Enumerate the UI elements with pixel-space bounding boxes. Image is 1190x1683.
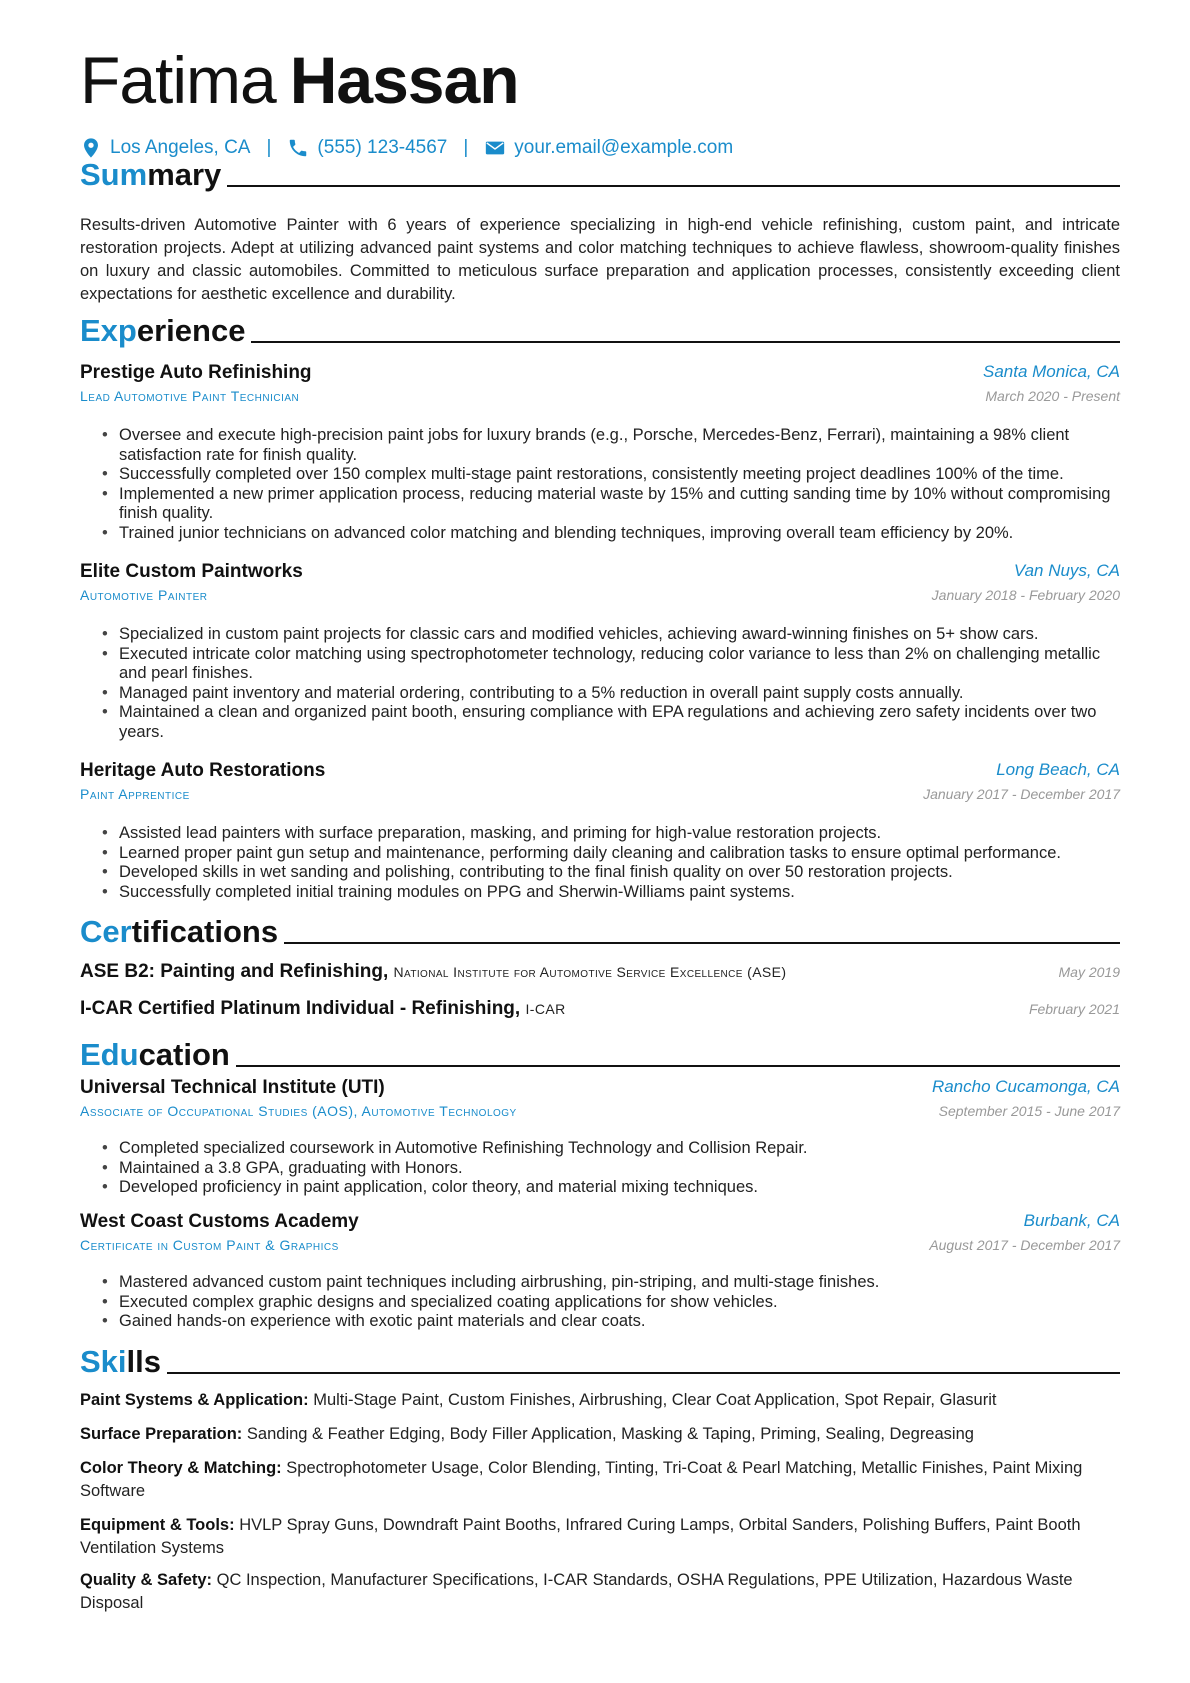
list-item: • Learned proper paint gun setup and maintenance, performing daily cleaning and calibration tasks to ensure optimal performance. [119,844,1120,864]
job-dates: January 2018 - February 2020 [931,587,1120,603]
employer-name: Elite Custom Paintworks [80,561,303,582]
list-item: • Executed intricate color matching using spectrophotometer technology, reducing color variance to less than 2% on challenging metallic and pearl finishes. [119,645,1120,684]
skill-values: Sanding & Feather Edging, Body Filler Application, Masking & Taping, Priming, Sealing, Degreasing [246,1425,974,1443]
first-name: Fatima [80,43,276,117]
section-title-skills: Ski lls [80,1343,1120,1381]
school-name: West Coast Customs Academy [80,1211,359,1232]
skill-category: Equipment & Tools: [80,1516,235,1534]
skill-category: Quality & Safety: [80,1571,213,1589]
section-title-summary: Sum mary [80,156,1120,194]
section-rule [236,1065,1120,1067]
list-item: • Successfully completed over 150 complex multi-stage paint restorations, consistently meeting project deadlines 100% of the time. [119,465,1120,485]
employer-name: Heritage Auto Restorations [80,760,326,781]
certification-date: February 2021 [1028,1001,1120,1017]
list-item: • Executed complex graphic designs and specialized coating applications for show vehicles. [119,1293,1120,1313]
contact-separator: | [266,137,272,158]
list-item: • Gained hands-on experience with exotic paint materials and clear coats. [119,1312,1120,1332]
list-item: • Implemented a new primer application process, reducing material waste by 15% and cutting sanding time by 10% without compromising finish quality. [119,485,1120,524]
degree-title: Certificate in Custom Paint & Graphics [80,1237,339,1253]
list-item: • Oversee and execute high-precision paint jobs for luxury brands (e.g., Porsche, Mercedes-Benz, Ferrari), maintaining a 98% client satisfaction rate for finish quality. [119,426,1120,465]
job-title: Lead Automotive Paint Technician [80,388,300,404]
skill-row [80,1457,1120,1503]
skill-values: HVLP Spray Guns, Downdraft Paint Booths, Infrared Curing Lamps, Orbital Sanders, Polishing Buffers, Paint Booth Ventilation Systems [80,1516,1081,1557]
skill-row [80,1423,1120,1446]
last-name: Hassan [289,43,519,117]
degree-title: Associate of Occupational Studies (AOS), Automotive Technology [80,1103,517,1119]
section-title-education: Edu cation [80,1036,1120,1074]
list-item: • Developed proficiency in paint application, color theory, and material mixing techniques. [119,1178,1120,1198]
skill-row [80,1514,1120,1560]
list-item: • Maintained a 3.8 GPA, graduating with Honors. [119,1159,1120,1179]
list-item: • Maintained a clean and organized paint booth, ensuring compliance with EPA regulations and achieving zero safety incidents over two years. [119,703,1120,742]
bullet-list [80,1139,1120,1198]
section-rule [167,1372,1120,1374]
skill-category: Paint Systems & Application: [80,1391,309,1409]
job-location: Santa Monica, CA [982,362,1120,381]
skill-values: Spectrophotometer Usage, Color Blending, Tinting, Tri-Coat & Pearl Matching, Metallic Finishes, Paint Mixing Software [80,1459,1083,1500]
list-item: • Completed specialized coursework in Automotive Refinishing Technology and Collision Repair. [119,1139,1120,1159]
skill-values: QC Inspection, Manufacturer Specifications, I-CAR Standards, OSHA Regulations, PPE Utilization, Hazardous Waste Disposal [80,1571,1073,1612]
list-item: • Assisted lead painters with surface preparation, masking, and priming for high-value restoration projects. [119,824,1120,844]
school-name: Universal Technical Institute (UTI) [80,1077,385,1098]
employer-name: Prestige Auto Refinishing [80,362,312,383]
job-location: Van Nuys, CA [1013,561,1120,580]
skill-category: Surface Preparation: [80,1425,243,1443]
summary-text: Results-driven Automotive Painter with 6 years of experience specializing in high-end vehicle refinishing, custom paint, and intricate restoration projects. Adept at utilizing advanced paint systems and color matching techniques to achieve flawless, showroom-quality finishes on luxury and classic automobiles. Committed to meticulous surface preparation and application processes, consistently exceeding client expectations for aesthetic excellence and durability. [80,216,1120,303]
section-rule [251,341,1120,343]
education-dates: September 2015 - June 2017 [938,1103,1120,1119]
job-dates: March 2020 - Present [985,388,1120,404]
skill-values: Multi-Stage Paint, Custom Finishes, Airbrushing, Clear Coat Application, Spot Repair, Glasurit [313,1391,997,1409]
list-item: • Developed skills in wet sanding and polishing, contributing to the final finish quality on over 50 restoration projects. [119,863,1120,883]
list-item: • Mastered advanced custom paint techniques including airbrushing, pin-striping, and multi-stage finishes. [119,1273,1120,1293]
job-title: Automotive Painter [80,587,208,603]
skill-row [80,1389,1120,1412]
skill-row [80,1569,1120,1615]
section-title-experience: Exp erience [80,312,1120,350]
bullet-list [80,824,1120,902]
certification-item: ASE B2: Painting and Refinishing, National Institute for Automotive Service Excellence (ASE) May 2019 [80,961,1120,982]
certification-item: I-CAR Certified Platinum Individual - Refinishing, I-CAR February 2021 [80,998,1120,1019]
certification-name: I-CAR Certified Platinum Individual - Refinishing [80,998,515,1019]
certification-name: ASE B2: Painting and Refinishing [80,961,383,982]
candidate-name [80,40,519,120]
section-rule [227,185,1120,187]
job-location: Long Beach, CA [996,760,1120,779]
phone-link[interactable]: (555) 123-4567 [317,137,448,158]
job-dates: January 2017 - December 2017 [923,786,1120,802]
skill-category: Color Theory & Matching: [80,1459,282,1477]
location-text: Los Angeles, CA [110,137,251,158]
job-title: Paint Apprentice [80,786,190,802]
school-location: Rancho Cucamonga, CA [931,1077,1120,1096]
list-item: • Managed paint inventory and material ordering, contributing to a 5% reduction in overall paint supply costs annually. [119,684,1120,704]
certification-issuer: National Institute for Automotive Service Excellence (ASE) [393,964,787,980]
certification-date: May 2019 [1058,964,1120,980]
list-item: • Specialized in custom paint projects for classic cars and modified vehicles, achieving award-winning finishes on 5+ show cars. [119,625,1120,645]
contact-separator: | [463,137,469,158]
list-item: • Successfully completed initial training modules on PPG and Sherwin-Williams paint systems. [119,883,1120,903]
bullet-list [80,1273,1120,1332]
section-title-certifications: Cer tifications [80,913,1120,951]
bullet-list [80,625,1120,743]
section-rule [284,942,1120,944]
education-dates: August 2017 - December 2017 [929,1237,1120,1253]
certification-issuer: I-CAR [525,1001,566,1017]
school-location: Burbank, CA [1023,1211,1120,1230]
email-link[interactable]: your.email@example.com [514,137,734,158]
list-item: • Trained junior technicians on advanced color matching and blending techniques, improving overall team efficiency by 20%. [119,524,1120,544]
bullet-list [80,426,1120,544]
